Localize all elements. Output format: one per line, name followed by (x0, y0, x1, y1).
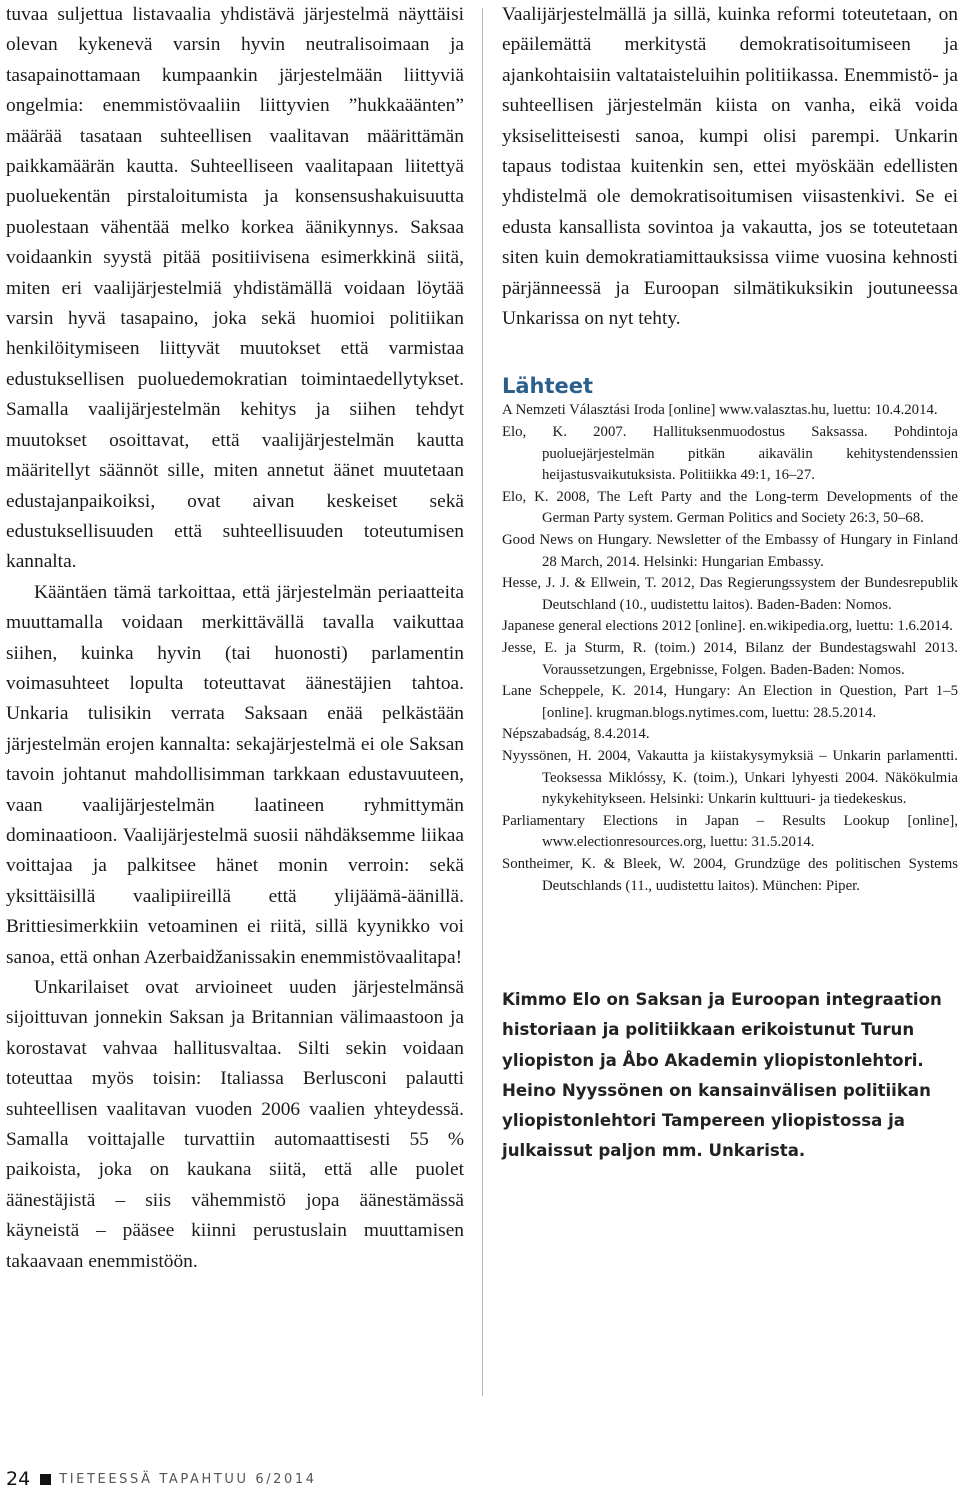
publication-title: TIETEESSÄ TAPAHTUU 6/2014 (59, 1471, 317, 1487)
reference-item: Elo, K. 2007. Hallituksenmuodostus Saksassa. Pohdintoja puoluejärjestelmän pitkän aikavälin kehitystendenssien heijastusvaikutuksista. Politiikka 49:1, 16–27. (502, 424, 958, 484)
square-bullet-icon (40, 1474, 51, 1485)
body-paragraph: Kääntäen tämä tarkoittaa, että järjestelmän periaatteita muuttamalla voidaan merkittävällä tavalla vaikuttaa siihen, kuinka hyvin (tai huonosti) parlamentin voimasuhteet lopulta toteuttavat äänestäjien tahtoa. Unkaria tulisikin verrata Saksaan enää pelkästään järjestelmän erojen kannalta: sekajärjestelmä ei ole Saksan tavoin johtanut mahdollisimman tarkkaan edustavuuteen, vaan vaalijärjestelmän laatineen ryhmittymän dominaatioon. Vaalijärjestelmä suosii nähdäksemme liikaa voittajaa ja palkitsee hänet monin verroin: sekä yksittäisillä vaalipiireillä että ylijäämä-äänillä. Brittiesimerkkiin vetoaminen ei riitä, sillä kyynikko voi sanoa, että onhan Azerbaidžanissakin enemmistövaalitapa! (6, 581, 464, 968)
reference-item: Nyyssönen, H. 2004, Vakautta ja kiistakysymyksiä – Unkarin parlamentti. Teoksessa Miklóssy, K. (toim.), Unkari lyhyesti 2004. Näkökulmia nykykehitykseen. Helsinki: Unkarin kulttuuri- ja tiedekeskus. (502, 747, 958, 808)
right-column (502, 0, 958, 1166)
reference-item: Elo, K. 2008, The Left Party and the Long-term Developments of the German Party system. German Politics and Society 26:3, 50–68. (502, 488, 958, 527)
body-paragraph: Unkarilaiset ovat arvioineet uuden järjestelmänsä sijoittuvan jonnekin Saksan ja Britannian välimaastoon ja korostavat vahvaa hallitusvaltaa. Silti sekin voidaan toteuttaa myös toisin: Italiassa Berlusconi palautti suhteellisen vaalitavan vuoden 2006 vaalien yhteydessä. Samalla voittajalle turvattiin automaattisesti 55 % paikoista, joka on kaukana siitä, että alle puolet äänestäjistä – siis vähemmistö jopa äänestämässä käyneistä – pääsee kiinni perustuslain muuttamisen takaavaan enemmistöön. (6, 977, 464, 1272)
page-number: 24 (6, 1468, 31, 1490)
reference-item: A Nemzeti Választási Iroda [online] www.valasztas.hu, luettu: 10.4.2014. (502, 402, 938, 419)
reference-item: Sontheimer, K. & Bleek, W. 2004, Grundzüge des politischen Systems Deutschlands (11., uudistettu laitos). München: Piper. (502, 855, 958, 894)
references-heading: Lähteet (502, 374, 594, 399)
reference-item: Hesse, J. J. & Ellwein, T. 2012, Das Regierungssystem der Bundesrepublik Deutschland (10., uudistettu laitos). Baden-Baden: Nomos. (502, 575, 958, 613)
column-divider (482, 8, 483, 1396)
page-footer (6, 1468, 317, 1490)
reference-item: Good News on Hungary. Newsletter of the Embassy of Hungary in Finland 28 March, 2014. Helsinki: Hungarian Embassy. (502, 532, 958, 570)
references-list (502, 400, 958, 897)
reference-item: Lane Scheppele, K. 2014, Hungary: An Election in Question, Part 1–5 [online]. krugman.blogs.nytimes.com, luettu: 28.5.2014. (502, 683, 958, 721)
left-column (6, 0, 464, 1277)
reference-item: Japanese general elections 2012 [online]. en.wikipedia.org, luettu: 1.6.2014. (502, 618, 953, 635)
reference-item: Jesse, E. ja Sturm, R. (toim.) 2014, Bilanz der Bundestagswahl 2013. Voraussetzungen, Ergebnisse, Folgen. Baden-Baden: Nomos. (502, 640, 958, 678)
reference-item: Népszabadság, 8.4.2014. (502, 726, 650, 743)
reference-item: Parliamentary Elections in Japan – Results Lookup [online], www.electionresources.org, luettu: 31.5.2014. (502, 812, 958, 851)
body-paragraph: tuvaa suljettua listavaalia yhdistävä järjestelmä näyttäisi olevan kykenevä varsin hyvin neutralisoimaan ja tasapainottamaan kumpaankin järjestelmään liittyviä ongelmia: enemmistövaaliin liittyvien ”hukkaäänten” määrää tasataan suhteellisen vaalitavan määrittämän paikkamäärän kautta. Suhteelliseen vaalitapaan liitettyä puoluekentän pirstaloitumista ja konsensushakuisuutta puolestaan vähentää melko korkea äänikynnys. Saksaa voidaankin syystä pitää positiivisena esimerkkinä siitä, miten eri vaalijärjestelmiä yhdistämällä voidaan löytää varsin hyvä tasapaino, joka sekä huomioi politiikan henkilöitymiseen liittyvät muutokset että varmistaa edustuksellisen puoluedemokratian toimintaedellytykset. Samalla vaalijärjestelmän kehitys ja siihen tehdyt muutokset osoittavat, että vaalijärjestelmän kautta määritellyt säännöt sille, miten annetut äänet muutetaan edustajanpaikoiksi, ovat aivan keskeiset sekä edustuksellisuuden että suhteellisuuden toteutumisen kannalta. (6, 4, 464, 573)
author-bio: Kimmo Elo on Saksan ja Euroopan integraation historiaan ja politiikkaan erikoistunut Turun yliopiston ja Åbo Akademin yliopistonlehtori. Heino Nyyssönen on kansainvälisen politiikan yliopistonlehtori Tampereen yliopistossa ja julkaissut paljon mm. Unkarista. (502, 990, 942, 1161)
body-paragraph: Vaalijärjestelmällä ja sillä, kuinka reformi toteutetaan, on epäilemättä merkitystä demokratisoitumiseen ja ajankohtaisiin valtataisteluihin politiikassa. Enemmistö- ja suhteellisen järjestelmän kiista on vanha, eikä voida yksiselitteisesti sanoa, kumpi olisi parempi. Unkarin tapaus todistaa kuitenkin sen, ettei myöskään edellisten yhdistelmä ole demokratisoitumisen viisastenkivi. Se ei edusta kansallista sovintoa ja vakautta, jos se toteutetaan siten kuin demokratiamittauksissa viime vuosina kehnosti pärjänneessä ja Euroopan silmätikuksikin joutuneessa Unkarissa on nyt tehty. (502, 4, 958, 330)
